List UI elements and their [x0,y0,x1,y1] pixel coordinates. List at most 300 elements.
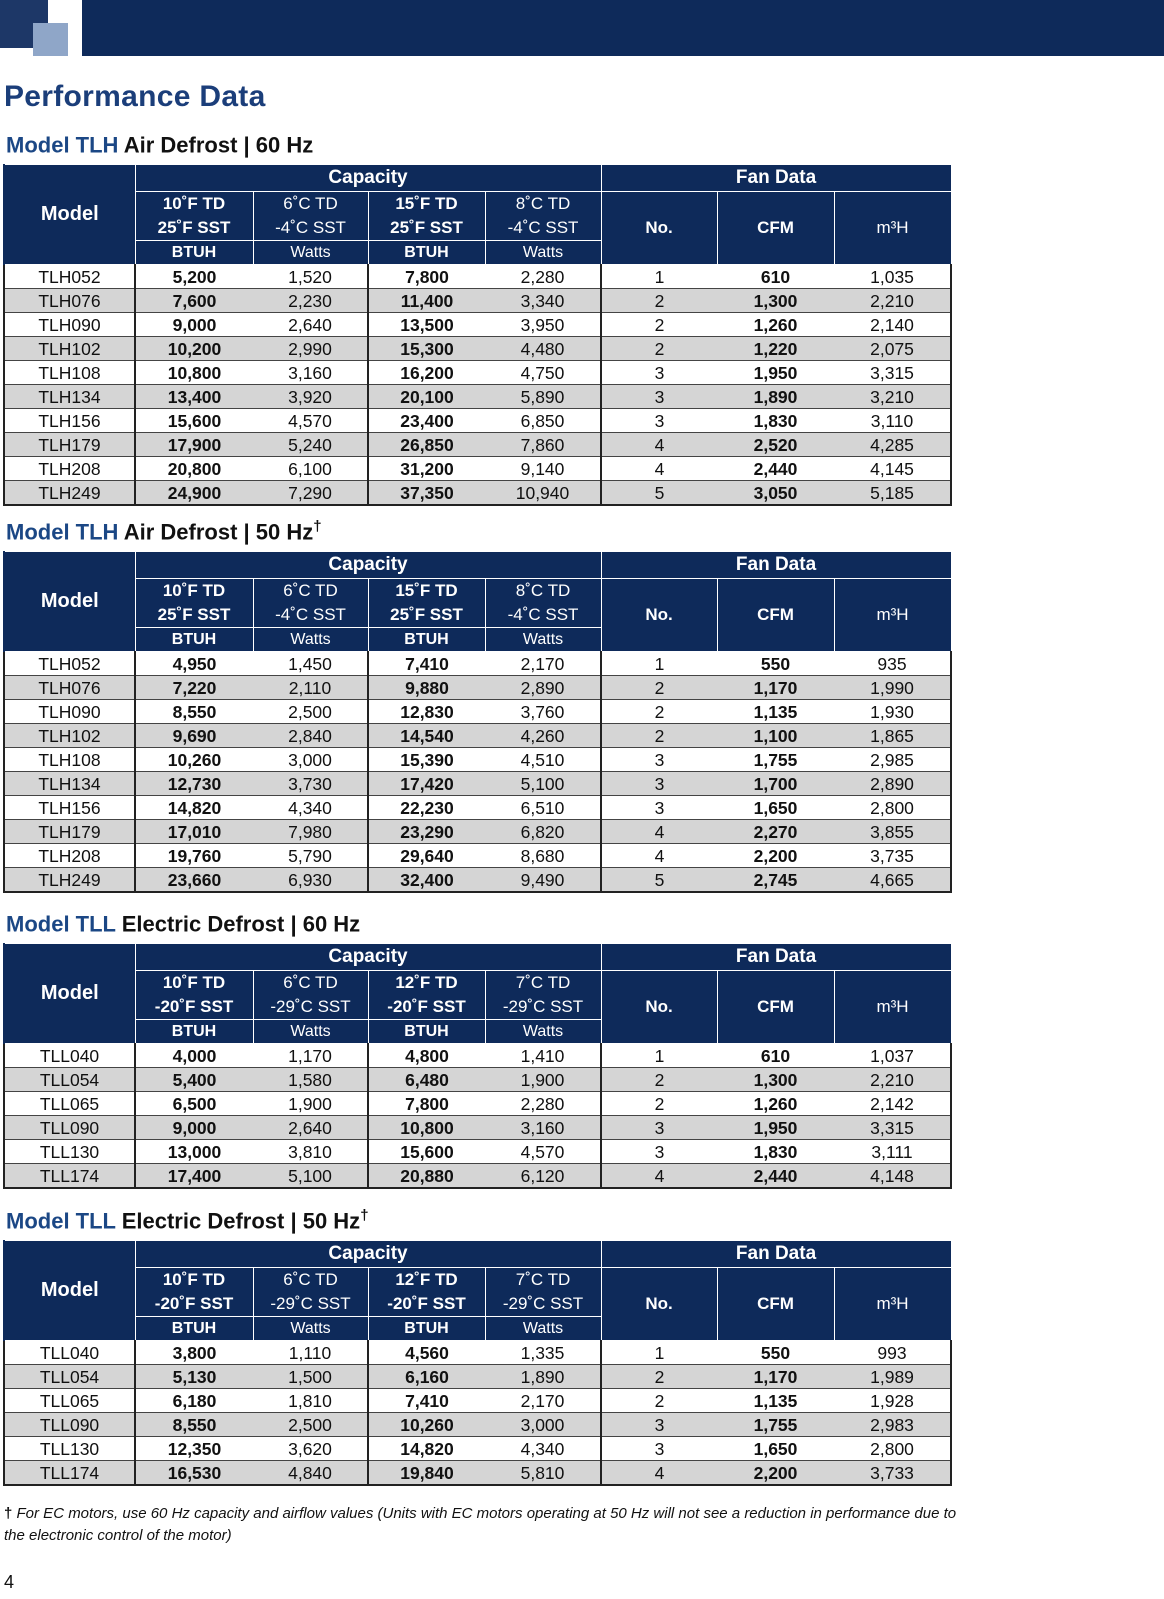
cell-watts-1: 2,840 [253,724,368,748]
cell-fan-no: 3 [601,1116,717,1140]
cell-btuh-1: 5,400 [135,1068,253,1092]
cell-watts-2: 4,750 [485,361,601,385]
cell-model: TLL054 [4,1068,135,1092]
header-capacity-col3: 12˚F TD -20˚F SST [368,971,485,1020]
cell-cfm: 2,520 [717,433,834,457]
cell-cfm: 1,830 [717,1140,834,1164]
cell-btuh-1: 9,000 [135,313,253,337]
cell-watts-2: 1,900 [485,1068,601,1092]
cell-fan-no: 4 [601,1164,717,1189]
header-unit-watts: Watts [485,1317,601,1341]
cell-cfm: 610 [717,265,834,289]
cell-watts-1: 4,340 [253,796,368,820]
table-row [4,1461,951,1486]
cell-btuh-2: 19,840 [368,1461,485,1486]
header-unit-btuh: BTUH [135,241,253,265]
header-banner [0,0,1164,56]
cell-cfm: 1,300 [717,289,834,313]
header-unit-watts: Watts [253,241,368,265]
header-unit-watts: Watts [485,628,601,652]
cell-watts-1: 2,990 [253,337,368,361]
performance-table [3,1240,952,1486]
cell-watts-1: 1,500 [253,1365,368,1389]
cell-watts-2: 2,280 [485,265,601,289]
cell-cfm: 1,950 [717,361,834,385]
cell-watts-1: 1,450 [253,652,368,676]
cell-model: TLH249 [4,868,135,893]
cell-fan-no: 3 [601,796,717,820]
cell-watts-2: 10,940 [485,481,601,506]
cell-model: TLH052 [4,265,135,289]
cell-btuh-1: 4,000 [135,1044,253,1068]
cell-m3h: 2,800 [834,796,951,820]
cell-model: TLL054 [4,1365,135,1389]
cell-watts-1: 1,520 [253,265,368,289]
cell-m3h: 2,142 [834,1092,951,1116]
cell-model: TLL090 [4,1413,135,1437]
header-fan-data: Fan Data [601,552,951,579]
performance-table [3,943,952,1189]
table-title-model: Model TLL [6,1208,116,1234]
cell-watts-2: 5,810 [485,1461,601,1486]
cell-fan-no: 1 [601,652,717,676]
cell-fan-no: 3 [601,361,717,385]
header-model: Model [4,944,135,1044]
footnote-text: For EC motors, use 60 Hz capacity and airflow values (Units with EC motors operating at 50 Hz will not see a reduction in performance due to the electronic control of the motor) [4,1505,957,1544]
cell-fan-no: 4 [601,457,717,481]
cell-btuh-1: 13,000 [135,1140,253,1164]
cell-m3h: 3,855 [834,820,951,844]
cell-btuh-2: 7,410 [368,1389,485,1413]
cell-model: TLL130 [4,1437,135,1461]
cell-cfm: 1,100 [717,724,834,748]
header-unit-btuh: BTUH [135,1317,253,1341]
cell-btuh-2: 20,880 [368,1164,485,1189]
header-cfm: CFM [717,579,834,652]
cell-watts-2: 3,950 [485,313,601,337]
cell-btuh-2: 6,160 [368,1365,485,1389]
cell-watts-1: 2,640 [253,1116,368,1140]
cell-cfm: 1,830 [717,409,834,433]
header-capacity-col3: 15˚F TD 25˚F SST [368,579,485,628]
cell-fan-no: 2 [601,289,717,313]
cell-btuh-2: 31,200 [368,457,485,481]
cell-btuh-2: 7,800 [368,1092,485,1116]
header-capacity-col2: 6˚C TD -4˚C SST [253,579,368,628]
header-capacity-col2: 6˚C TD -29˚C SST [253,1268,368,1317]
performance-table [3,164,952,506]
cell-btuh-2: 10,260 [368,1413,485,1437]
header-unit-watts: Watts [253,1317,368,1341]
table-row [4,1068,951,1092]
header-fan-no: No. [601,579,717,652]
table-row [4,433,951,457]
header-unit-watts: Watts [485,1020,601,1044]
table-title-text: Electric Defrost | 50 Hz [121,1208,361,1234]
cell-watts-1: 1,810 [253,1389,368,1413]
table-title [6,906,1164,937]
table-row [4,1164,951,1189]
cell-model: TLH134 [4,385,135,409]
cell-btuh-2: 17,420 [368,772,485,796]
cell-watts-2: 6,820 [485,820,601,844]
table-row [4,265,951,289]
cell-btuh-1: 10,200 [135,337,253,361]
cell-btuh-1: 5,200 [135,265,253,289]
section-tll-50hz [0,1203,1164,1486]
cell-m3h: 3,735 [834,844,951,868]
cell-btuh-1: 8,550 [135,1413,253,1437]
cell-btuh-1: 23,660 [135,868,253,893]
cell-fan-no: 1 [601,265,717,289]
cell-btuh-1: 14,820 [135,796,253,820]
cell-cfm: 550 [717,1341,834,1365]
cell-watts-1: 3,810 [253,1140,368,1164]
table-title [6,1203,1164,1234]
cell-fan-no: 5 [601,868,717,893]
cell-watts-2: 2,280 [485,1092,601,1116]
header-unit-btuh: BTUH [368,1020,485,1044]
cell-m3h: 2,075 [834,337,951,361]
cell-fan-no: 5 [601,481,717,506]
cell-btuh-2: 12,830 [368,700,485,724]
cell-cfm: 2,440 [717,1164,834,1189]
header-cfm: CFM [717,1268,834,1341]
footnote-dagger: † [4,1505,13,1522]
cell-btuh-2: 7,800 [368,265,485,289]
cell-watts-1: 5,240 [253,433,368,457]
cell-btuh-1: 17,400 [135,1164,253,1189]
cell-model: TLH179 [4,433,135,457]
cell-btuh-1: 5,130 [135,1365,253,1389]
cell-btuh-2: 37,350 [368,481,485,506]
cell-model: TLH102 [4,337,135,361]
cell-model: TLH156 [4,796,135,820]
table-row [4,724,951,748]
table-title-text: Air Defrost | 50 Hz [123,519,314,545]
header-capacity: Capacity [135,552,601,579]
header-capacity-col4: 7˚C TD -29˚C SST [485,1268,601,1317]
cell-m3h: 1,930 [834,700,951,724]
cell-model: TLL174 [4,1461,135,1486]
table-row [4,868,951,893]
table-row [4,700,951,724]
table-row [4,1092,951,1116]
cell-fan-no: 3 [601,1413,717,1437]
cell-m3h: 3,111 [834,1140,951,1164]
cell-fan-no: 2 [601,676,717,700]
cell-btuh-2: 15,600 [368,1140,485,1164]
table-row [4,481,951,506]
cell-btuh-1: 8,550 [135,700,253,724]
header-unit-btuh: BTUH [368,1317,485,1341]
cell-btuh-1: 12,350 [135,1437,253,1461]
header-m3h: m³H [834,971,951,1044]
cell-watts-1: 3,160 [253,361,368,385]
header-model: Model [4,1241,135,1341]
table-row [4,361,951,385]
table-row [4,457,951,481]
cell-model: TLH108 [4,748,135,772]
table-row [4,409,951,433]
cell-watts-2: 4,260 [485,724,601,748]
cell-watts-2: 1,335 [485,1341,601,1365]
cell-cfm: 1,260 [717,313,834,337]
cell-cfm: 550 [717,652,834,676]
cell-btuh-2: 9,880 [368,676,485,700]
table-row [4,289,951,313]
cell-watts-2: 4,340 [485,1437,601,1461]
cell-btuh-1: 19,760 [135,844,253,868]
table-row [4,1140,951,1164]
cell-watts-1: 7,980 [253,820,368,844]
cell-cfm: 1,700 [717,772,834,796]
cell-model: TLH090 [4,700,135,724]
cell-m3h: 2,983 [834,1413,951,1437]
cell-watts-1: 3,000 [253,748,368,772]
cell-watts-1: 7,290 [253,481,368,506]
cell-btuh-2: 22,230 [368,796,485,820]
cell-watts-1: 4,570 [253,409,368,433]
cell-watts-1: 2,110 [253,676,368,700]
cell-model: TLH076 [4,289,135,313]
cell-cfm: 1,260 [717,1092,834,1116]
cell-btuh-2: 15,390 [368,748,485,772]
header-unit-btuh: BTUH [368,241,485,265]
cell-m3h: 3,210 [834,385,951,409]
cell-cfm: 1,220 [717,337,834,361]
cell-m3h: 935 [834,652,951,676]
cell-watts-1: 2,640 [253,313,368,337]
cell-model: TLH076 [4,676,135,700]
cell-watts-1: 3,920 [253,385,368,409]
cell-btuh-2: 20,100 [368,385,485,409]
header-cfm: CFM [717,192,834,265]
table-row [4,820,951,844]
cell-watts-2: 4,570 [485,1140,601,1164]
cell-cfm: 1,950 [717,1116,834,1140]
table-row [4,337,951,361]
table-title-dagger: † [360,1207,369,1224]
cell-btuh-1: 20,800 [135,457,253,481]
cell-watts-2: 3,000 [485,1413,601,1437]
cell-m3h: 4,285 [834,433,951,457]
cell-btuh-1: 9,690 [135,724,253,748]
cell-model: TLL065 [4,1389,135,1413]
cell-watts-1: 5,100 [253,1164,368,1189]
cell-fan-no: 4 [601,820,717,844]
cell-model: TLL065 [4,1092,135,1116]
table-row [4,1044,951,1068]
table-row [4,676,951,700]
cell-m3h: 2,985 [834,748,951,772]
cell-cfm: 1,300 [717,1068,834,1092]
cell-m3h: 4,145 [834,457,951,481]
cell-cfm: 610 [717,1044,834,1068]
header-unit-watts: Watts [253,1020,368,1044]
cell-watts-1: 1,580 [253,1068,368,1092]
cell-model: TLL040 [4,1044,135,1068]
cell-btuh-2: 15,300 [368,337,485,361]
table-row [4,313,951,337]
header-unit-watts: Watts [253,628,368,652]
cell-m3h: 4,665 [834,868,951,893]
cell-cfm: 1,650 [717,796,834,820]
cell-watts-2: 5,100 [485,772,601,796]
cell-model: TLH090 [4,313,135,337]
header-fan-data: Fan Data [601,1241,951,1268]
header-fan-data: Fan Data [601,165,951,192]
cell-watts-2: 1,890 [485,1365,601,1389]
section-tlh-50hz [0,514,1164,893]
cell-cfm: 1,755 [717,1413,834,1437]
cell-fan-no: 4 [601,844,717,868]
table-title-text: Electric Defrost | 60 Hz [121,911,361,937]
cell-btuh-2: 4,560 [368,1341,485,1365]
cell-watts-2: 2,170 [485,1389,601,1413]
cell-cfm: 3,050 [717,481,834,506]
header-m3h: m³H [834,1268,951,1341]
table-row [4,1413,951,1437]
table-title-dagger: † [313,518,322,535]
cell-watts-2: 7,860 [485,433,601,457]
cell-model: TLH108 [4,361,135,385]
cell-fan-no: 2 [601,313,717,337]
cell-cfm: 2,440 [717,457,834,481]
cell-watts-1: 4,840 [253,1461,368,1486]
cell-m3h: 2,890 [834,772,951,796]
header-capacity: Capacity [135,1241,601,1268]
cell-fan-no: 2 [601,724,717,748]
cell-cfm: 1,135 [717,1389,834,1413]
cell-btuh-1: 4,950 [135,652,253,676]
cell-btuh-1: 10,800 [135,361,253,385]
cell-fan-no: 1 [601,1341,717,1365]
cell-watts-2: 5,890 [485,385,601,409]
cell-btuh-2: 16,200 [368,361,485,385]
cell-fan-no: 2 [601,1068,717,1092]
cell-cfm: 1,755 [717,748,834,772]
cell-fan-no: 3 [601,748,717,772]
cell-m3h: 3,110 [834,409,951,433]
table-row [4,1389,951,1413]
cell-fan-no: 2 [601,1092,717,1116]
cell-model: TLL130 [4,1140,135,1164]
cell-btuh-1: 3,800 [135,1341,253,1365]
table-row [4,1437,951,1461]
cell-watts-2: 9,490 [485,868,601,893]
header-m3h: m³H [834,192,951,265]
header-cfm: CFM [717,971,834,1044]
cell-m3h: 2,140 [834,313,951,337]
cell-cfm: 2,200 [717,1461,834,1486]
header-capacity-col2: 6˚C TD -4˚C SST [253,192,368,241]
cell-watts-1: 5,790 [253,844,368,868]
cell-model: TLH102 [4,724,135,748]
cell-btuh-2: 4,800 [368,1044,485,1068]
header-model: Model [4,165,135,265]
cell-fan-no: 2 [601,1389,717,1413]
header-capacity-col4: 7˚C TD -29˚C SST [485,971,601,1020]
cell-watts-2: 4,510 [485,748,601,772]
cell-cfm: 1,170 [717,1365,834,1389]
cell-cfm: 1,890 [717,385,834,409]
cell-m3h: 2,210 [834,1068,951,1092]
cell-watts-2: 4,480 [485,337,601,361]
cell-btuh-2: 32,400 [368,868,485,893]
cell-m3h: 3,315 [834,1116,951,1140]
header-unit-btuh: BTUH [135,1020,253,1044]
cell-model: TLL090 [4,1116,135,1140]
section-tll-60hz [0,906,1164,1189]
cell-watts-1: 2,500 [253,700,368,724]
cell-watts-1: 6,930 [253,868,368,893]
cell-btuh-1: 12,730 [135,772,253,796]
cell-btuh-2: 6,480 [368,1068,485,1092]
header-capacity-col4: 8˚C TD -4˚C SST [485,192,601,241]
cell-watts-1: 2,500 [253,1413,368,1437]
table-title [6,127,1164,158]
cell-cfm: 2,200 [717,844,834,868]
header-capacity: Capacity [135,944,601,971]
table-row [4,772,951,796]
cell-watts-1: 1,900 [253,1092,368,1116]
cell-cfm: 2,745 [717,868,834,893]
cell-btuh-1: 17,900 [135,433,253,457]
header-capacity: Capacity [135,165,601,192]
cell-fan-no: 4 [601,1461,717,1486]
cell-btuh-2: 14,820 [368,1437,485,1461]
cell-model: TLH208 [4,457,135,481]
cell-watts-1: 3,730 [253,772,368,796]
cell-m3h: 1,035 [834,265,951,289]
header-capacity-col3: 15˚F TD 25˚F SST [368,192,485,241]
header-unit-btuh: BTUH [135,628,253,652]
header-capacity-col1: 10˚F TD -20˚F SST [135,1268,253,1317]
cell-model: TLH208 [4,844,135,868]
cell-cfm: 1,170 [717,676,834,700]
cell-m3h: 1,990 [834,676,951,700]
cell-btuh-2: 11,400 [368,289,485,313]
cell-watts-2: 2,890 [485,676,601,700]
cell-m3h: 993 [834,1341,951,1365]
cell-model: TLH156 [4,409,135,433]
header-capacity-col1: 10˚F TD 25˚F SST [135,192,253,241]
cell-btuh-2: 29,640 [368,844,485,868]
cell-btuh-2: 14,540 [368,724,485,748]
cell-watts-1: 6,100 [253,457,368,481]
cell-watts-2: 6,850 [485,409,601,433]
cell-watts-1: 3,620 [253,1437,368,1461]
header-capacity-col4: 8˚C TD -4˚C SST [485,579,601,628]
table-row [4,1116,951,1140]
cell-watts-2: 8,680 [485,844,601,868]
table-row [4,844,951,868]
cell-fan-no: 3 [601,1140,717,1164]
cell-m3h: 4,148 [834,1164,951,1189]
cell-cfm: 1,650 [717,1437,834,1461]
header-capacity-col3: 12˚F TD -20˚F SST [368,1268,485,1317]
cell-m3h: 1,989 [834,1365,951,1389]
table-row [4,796,951,820]
cell-watts-2: 3,160 [485,1116,601,1140]
header-m3h: m³H [834,579,951,652]
header-fan-no: No. [601,192,717,265]
header-fan-no: No. [601,1268,717,1341]
cell-watts-2: 6,510 [485,796,601,820]
cell-fan-no: 4 [601,433,717,457]
cell-fan-no: 3 [601,385,717,409]
